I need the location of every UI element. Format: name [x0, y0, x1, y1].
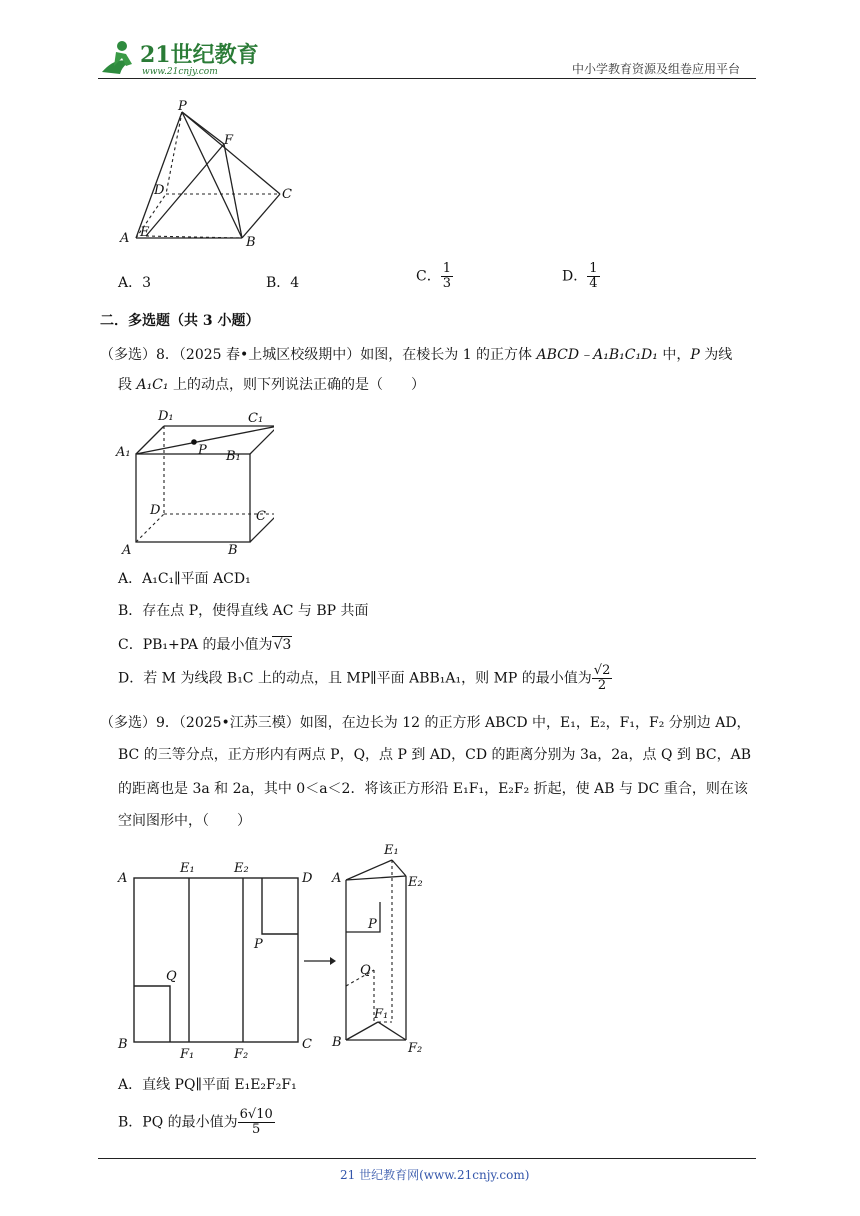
fraction-6root10-over-5 [238, 1108, 275, 1137]
q8-l2b: 上的动点，则下列说法正确的是（ ） [168, 377, 425, 393]
label-D: D [154, 183, 165, 198]
fraction-root2-over-2 [592, 664, 613, 693]
q7-option-c[interactable] [416, 262, 453, 291]
figure-prism [328, 838, 428, 1060]
label-B: B [228, 543, 238, 558]
header-platform-text: 中小学教育资源及组卷应用平台 [572, 62, 741, 76]
label-C: C [302, 1037, 312, 1052]
label-P: P [254, 937, 263, 952]
label-A: A [122, 543, 132, 558]
frac-den: 5 [252, 1122, 261, 1137]
q8-point-p: P [690, 347, 700, 363]
q7-option-b[interactable]: B．4 [266, 275, 300, 291]
label-F1: F₁ [374, 1007, 389, 1022]
fraction-one-third [441, 262, 453, 291]
q9-optb-text: B．PQ 的最小值为 [118, 1114, 238, 1131]
label-A: A [120, 231, 130, 246]
label-C: C [282, 187, 292, 202]
q9-option-b[interactable] [118, 1108, 275, 1137]
frac-num: √2 [593, 663, 611, 678]
logo-text: 21世纪教育 [140, 42, 259, 68]
label-P: P [178, 99, 187, 114]
figure-square [114, 852, 320, 1062]
runner-logo-icon [96, 36, 266, 78]
header-rule [98, 78, 756, 79]
q8-l2a: 段 [118, 377, 137, 393]
label-D1: D₁ [158, 409, 174, 424]
option-c-prefix: C． [416, 268, 441, 285]
q7-option-a[interactable]: A．3 [118, 275, 152, 291]
frac-num: 1 [589, 261, 598, 276]
label-F2: F₂ [234, 1047, 249, 1062]
section-title: 二．多选题（共 3 小题） [100, 313, 260, 329]
label-D: D [302, 871, 313, 886]
q9-stem-line4: 空间图形中，（ ） [118, 813, 251, 829]
figure-cube [114, 404, 274, 558]
label-B: B [332, 1035, 342, 1050]
q9-stem-line3: 的距离也是 3a 和 2a，其中 0＜a＜2．将该正方形沿 E₁F₁，E₂F₂ 折起，使 AB 与 DC 重合，则在该 [118, 781, 748, 797]
label-E1: E₁ [180, 861, 195, 876]
q8-end: 为线 [699, 347, 733, 363]
q8-cube-name: ABCD﹣A₁B₁C₁D₁ [536, 347, 658, 363]
q8-stem-line2 [118, 376, 425, 394]
label-E2: E₂ [408, 875, 423, 890]
q7-option-d[interactable] [562, 262, 600, 291]
label-A: A [332, 871, 342, 886]
frac-num: 6√10 [239, 1107, 273, 1122]
label-P: P [198, 443, 207, 458]
label-B1: B₁ [226, 449, 241, 464]
label-E: E [140, 225, 150, 240]
label-A: A [118, 871, 128, 886]
label-E2: E₂ [234, 861, 249, 876]
frac-den: 2 [597, 678, 607, 693]
label-Q: Q [166, 969, 177, 984]
label-B: B [246, 235, 256, 250]
label-C: C [256, 509, 266, 524]
label-P: P [368, 917, 377, 932]
label-F: F [224, 133, 234, 148]
label-B: B [118, 1037, 128, 1052]
label-C1: C₁ [248, 411, 264, 426]
header-logo [96, 36, 266, 78]
label-F2: F₂ [408, 1041, 423, 1056]
sqrt-three: √3 [273, 637, 292, 653]
frac-num: 1 [442, 261, 451, 276]
figure-pyramid [112, 98, 302, 250]
footer-text: 21 世纪教育网(www.21cnjy.com) [340, 1168, 530, 1182]
q9-stem-line1: （多选）9．（2025•江苏三模）如图，在边长为 12 的正方形 ABCD 中，E₁，E₂，F₁，F₂ 分别边 AD， [100, 715, 751, 731]
footer-rule [98, 1158, 756, 1159]
label-E1: E₁ [384, 843, 399, 858]
frac-den: 4 [589, 276, 598, 291]
label-F1: F₁ [180, 1047, 195, 1062]
fraction-one-quarter [587, 262, 599, 291]
q8-segment: A₁C₁ [136, 377, 169, 393]
option-d-prefix: D． [562, 268, 588, 285]
q8-stem-line1 [100, 346, 732, 364]
frac-den: 3 [442, 276, 451, 291]
label-D: D [150, 503, 161, 518]
q8-optd-text: D．若 M 为线段 B₁C 上的动点，且 MP∥平面 ABB₁A₁，则 MP 的最小值为 [118, 670, 592, 687]
label-A1: A₁ [116, 445, 131, 460]
q8-option-a[interactable]: A．A₁C₁∥平面 ACD₁ [118, 571, 251, 587]
q8-suffix: 中， [657, 347, 691, 363]
q9-option-a[interactable]: A．直线 PQ∥平面 E₁E₂F₂F₁ [118, 1077, 297, 1093]
q8-option-d[interactable] [118, 664, 612, 693]
q8-optc-text: C．PB₁+PA 的最小值为 [118, 637, 273, 653]
q8-option-b[interactable]: B．存在点 P，使得直线 AC 与 BP 共面 [118, 603, 369, 619]
q8-prefix: （多选）8．（2025 春•上城区校级期中）如图，在棱长为 1 的正方体 [100, 347, 537, 363]
label-Q: Q [360, 963, 371, 978]
logo-url: www.21cnjy.com [142, 67, 218, 77]
q9-stem-line2: BC 的三等分点，正方形内有两点 P，Q，点 P 到 AD，CD 的距离分别为 3a，2a，点 Q 到 BC，AB [118, 747, 751, 763]
q8-option-c[interactable] [118, 636, 292, 654]
